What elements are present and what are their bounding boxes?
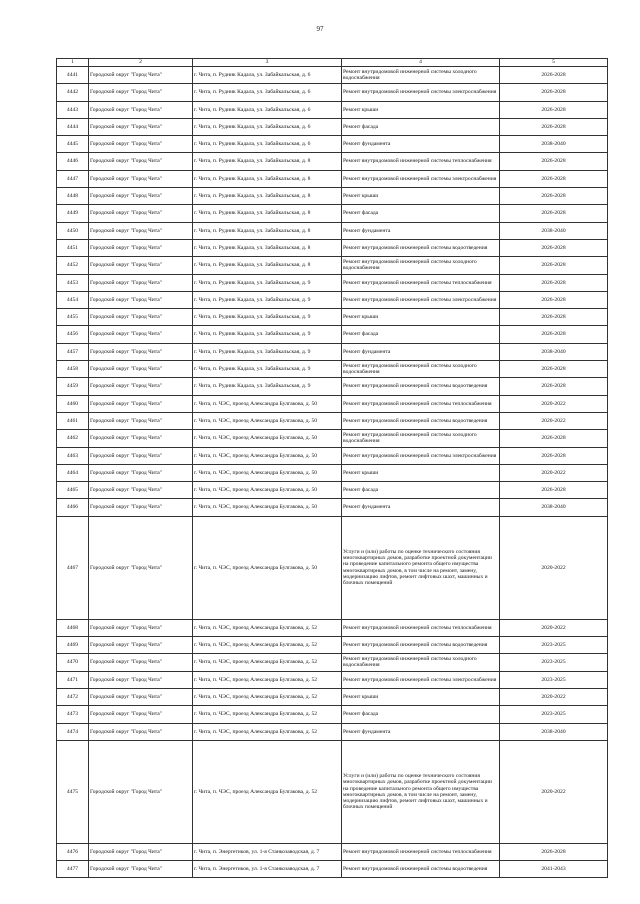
address-cell: г. Чита, п. Рудник Кадала, ул. Забайкальская, д. 8 bbox=[193, 222, 342, 239]
table-row bbox=[57, 395, 608, 412]
municipality-cell: Городской округ "Город Чита" bbox=[89, 395, 193, 412]
address-cell: г. Чита, п. Рудник Кадала, ул. Забайкальская, д. 8 bbox=[193, 153, 342, 170]
address-cell: г. Чита, п. Энергетиков, ул. 1-я Станкозаводская, д. 7 bbox=[193, 861, 342, 878]
municipality-cell: Городской округ "Город Чита" bbox=[89, 378, 193, 395]
work-type-cell: Ремонт крыши bbox=[342, 101, 500, 118]
row-number-cell: 4464 bbox=[57, 464, 89, 481]
work-type-cell: Ремонт фасада bbox=[342, 205, 500, 222]
address-cell: г. Чита, п. Рудник Кадала, ул. Забайкальская, д. 9 bbox=[193, 309, 342, 326]
address-cell: г. Чита, п. Рудник Кадала, ул. Забайкальская, д. 9 bbox=[193, 291, 342, 308]
table-row bbox=[57, 482, 608, 499]
table-row bbox=[57, 688, 608, 705]
row-number-cell: 4443 bbox=[57, 101, 89, 118]
municipality-cell: Городской округ "Город Чита" bbox=[89, 153, 193, 170]
row-number-cell: 4469 bbox=[57, 637, 89, 654]
address-cell: г. Чита, п. Рудник Кадала, ул. Забайкальская, д. 6 bbox=[193, 136, 342, 153]
work-type-cell: Ремонт фундамента bbox=[342, 222, 500, 239]
row-number-cell: 4453 bbox=[57, 274, 89, 291]
row-number-cell: 4471 bbox=[57, 671, 89, 688]
row-number-cell: 4461 bbox=[57, 412, 89, 429]
table-row bbox=[57, 326, 608, 343]
municipality-cell: Городской округ "Город Чита" bbox=[89, 136, 193, 153]
table-row bbox=[57, 706, 608, 723]
municipality-cell: Городской округ "Город Чита" bbox=[89, 309, 193, 326]
address-cell: г. Чита, п. ЧЭС, проезд Александра Булгакова, д. 50 bbox=[193, 447, 342, 464]
row-number-cell: 4467 bbox=[57, 516, 89, 619]
municipality-cell: Городской округ "Город Чита" bbox=[89, 619, 193, 636]
row-number-cell: 4442 bbox=[57, 84, 89, 101]
work-type-cell: Ремонт внутридомовой инженерной системы водоотведения bbox=[342, 378, 500, 395]
period-cell: 2026-2028 bbox=[500, 205, 608, 222]
period-cell: 2038-2040 bbox=[500, 499, 608, 516]
row-number-cell: 4447 bbox=[57, 170, 89, 187]
work-type-cell: Ремонт внутридомовой инженерной системы холодного водоснабжения bbox=[342, 67, 500, 84]
period-cell: 2023-2025 bbox=[500, 671, 608, 688]
table-row bbox=[57, 188, 608, 205]
table-row bbox=[57, 861, 608, 878]
municipality-cell: Городской округ "Город Чита" bbox=[89, 188, 193, 205]
table-row bbox=[57, 516, 608, 619]
address-cell: г. Чита, п. ЧЭС, проезд Александра Булгакова, д. 52 bbox=[193, 671, 342, 688]
row-number-cell: 4441 bbox=[57, 67, 89, 84]
row-number-cell: 4451 bbox=[57, 239, 89, 256]
row-number-cell: 4448 bbox=[57, 188, 89, 205]
municipality-cell: Городской округ "Город Чита" bbox=[89, 516, 193, 619]
municipality-cell: Городской округ "Город Чита" bbox=[89, 654, 193, 671]
municipality-cell: Городской округ "Город Чита" bbox=[89, 637, 193, 654]
period-cell: 2026-2028 bbox=[500, 291, 608, 308]
page-number: 97 bbox=[316, 25, 324, 33]
period-cell: 2026-2028 bbox=[500, 274, 608, 291]
work-type-cell: Ремонт фасада bbox=[342, 326, 500, 343]
address-cell: г. Чита, п. Рудник Кадала, ул. Забайкальская, д. 8 bbox=[193, 188, 342, 205]
period-cell: 2026-2028 bbox=[500, 239, 608, 256]
municipality-cell: Городской округ "Город Чита" bbox=[89, 861, 193, 878]
row-number-cell: 4455 bbox=[57, 309, 89, 326]
address-cell: г. Чита, п. Рудник Кадала, ул. Забайкальская, д. 9 bbox=[193, 326, 342, 343]
work-type-cell: Ремонт внутридомовой инженерной системы теплоснабжения bbox=[342, 395, 500, 412]
work-type-cell: Ремонт внутридомовой инженерной системы электроснабжения bbox=[342, 170, 500, 187]
municipality-cell: Городской округ "Город Чита" bbox=[89, 412, 193, 429]
period-cell: 2026-2028 bbox=[500, 447, 608, 464]
address-cell: г. Чита, п. Рудник Кадала, ул. Забайкальская, д. 6 bbox=[193, 84, 342, 101]
work-type-cell: Ремонт крыши bbox=[342, 688, 500, 705]
row-number-cell: 4463 bbox=[57, 447, 89, 464]
row-number-cell: 4472 bbox=[57, 688, 89, 705]
work-type-cell: Ремонт фасада bbox=[342, 706, 500, 723]
period-cell: 2020-2022 bbox=[500, 395, 608, 412]
municipality-cell: Городской округ "Город Чита" bbox=[89, 257, 193, 274]
table-row bbox=[57, 153, 608, 170]
work-type-cell: Ремонт внутридомовой инженерной системы водоотведения bbox=[342, 861, 500, 878]
row-number-cell: 4450 bbox=[57, 222, 89, 239]
municipality-cell: Городской округ "Город Чита" bbox=[89, 723, 193, 740]
table-row bbox=[57, 671, 608, 688]
work-type-cell: Ремонт внутридомовой инженерной системы теплоснабжения bbox=[342, 619, 500, 636]
repair-schedule-table bbox=[56, 58, 608, 878]
municipality-cell: Городской округ "Город Чита" bbox=[89, 170, 193, 187]
address-cell: г. Чита, п. Рудник Кадала, ул. Забайкальская, д. 9 bbox=[193, 361, 342, 378]
address-cell: г. Чита, п. Рудник Кадала, ул. Забайкальская, д. 9 bbox=[193, 378, 342, 395]
municipality-cell: Городской округ "Город Чита" bbox=[89, 430, 193, 447]
period-cell: 2026-2028 bbox=[500, 326, 608, 343]
row-number-cell: 4454 bbox=[57, 291, 89, 308]
row-number-cell: 4452 bbox=[57, 257, 89, 274]
period-cell: 2020-2022 bbox=[500, 412, 608, 429]
table-body bbox=[57, 67, 608, 878]
row-number-cell: 4474 bbox=[57, 723, 89, 740]
table-row bbox=[57, 67, 608, 84]
row-number-cell: 4473 bbox=[57, 706, 89, 723]
period-cell: 2038-2040 bbox=[500, 343, 608, 360]
row-number-cell: 4445 bbox=[57, 136, 89, 153]
table-row bbox=[57, 843, 608, 860]
row-number-cell: 4449 bbox=[57, 205, 89, 222]
period-cell: 2026-2028 bbox=[500, 118, 608, 135]
work-type-cell: Ремонт внутридомовой инженерной системы водоотведения bbox=[342, 412, 500, 429]
work-type-cell: Ремонт внутридомовой инженерной системы теплоснабжения bbox=[342, 843, 500, 860]
work-type-cell: Ремонт фундамента bbox=[342, 723, 500, 740]
column-header-5: 5 bbox=[500, 59, 608, 67]
municipality-cell: Городской округ "Город Чита" bbox=[89, 326, 193, 343]
work-type-cell: Ремонт внутридомовой инженерной системы водоотведения bbox=[342, 239, 500, 256]
table-row bbox=[57, 464, 608, 481]
work-type-cell: Ремонт внутридомовой инженерной системы холодного водоснабжения bbox=[342, 257, 500, 274]
column-number-row bbox=[57, 59, 608, 67]
table-row bbox=[57, 740, 608, 843]
address-cell: г. Чита, п. ЧЭС, проезд Александра Булгакова, д. 50 bbox=[193, 482, 342, 499]
municipality-cell: Городской округ "Город Чита" bbox=[89, 671, 193, 688]
municipality-cell: Городской округ "Город Чита" bbox=[89, 343, 193, 360]
row-number-cell: 4456 bbox=[57, 326, 89, 343]
row-number-cell: 4446 bbox=[57, 153, 89, 170]
address-cell: г. Чита, п. Рудник Кадала, ул. Забайкальская, д. 8 bbox=[193, 205, 342, 222]
work-type-cell: Ремонт крыши bbox=[342, 464, 500, 481]
table-row bbox=[57, 309, 608, 326]
address-cell: г. Чита, п. ЧЭС, проезд Александра Булгакова, д. 52 bbox=[193, 637, 342, 654]
row-number-cell: 4458 bbox=[57, 361, 89, 378]
column-header-4: 4 bbox=[342, 59, 500, 67]
table-row bbox=[57, 205, 608, 222]
municipality-cell: Городской округ "Город Чита" bbox=[89, 101, 193, 118]
municipality-cell: Городской округ "Город Чита" bbox=[89, 688, 193, 705]
table-row bbox=[57, 291, 608, 308]
period-cell: 2020-2022 bbox=[500, 619, 608, 636]
work-type-cell: Ремонт внутридомовой инженерной системы теплоснабжения bbox=[342, 274, 500, 291]
period-cell: 2026-2028 bbox=[500, 361, 608, 378]
row-number-cell: 4470 bbox=[57, 654, 89, 671]
period-cell: 2026-2028 bbox=[500, 84, 608, 101]
row-number-cell: 4462 bbox=[57, 430, 89, 447]
address-cell: г. Чита, п. ЧЭС, проезд Александра Булгакова, д. 52 bbox=[193, 706, 342, 723]
table-row bbox=[57, 274, 608, 291]
address-cell: г. Чита, п. Рудник Кадала, ул. Забайкальская, д. 8 bbox=[193, 170, 342, 187]
period-cell: 2020-2022 bbox=[500, 464, 608, 481]
work-type-cell: Ремонт внутридомовой инженерной системы холодного водоснабжения bbox=[342, 654, 500, 671]
period-cell: 2023-2025 bbox=[500, 706, 608, 723]
row-number-cell: 4465 bbox=[57, 482, 89, 499]
table-row bbox=[57, 101, 608, 118]
address-cell: г. Чита, п. Рудник Кадала, ул. Забайкальская, д. 8 bbox=[193, 257, 342, 274]
municipality-cell: Городской округ "Город Чита" bbox=[89, 239, 193, 256]
work-type-cell: Ремонт крыши bbox=[342, 309, 500, 326]
period-cell: 2023-2025 bbox=[500, 637, 608, 654]
row-number-cell: 4457 bbox=[57, 343, 89, 360]
work-type-cell: Ремонт внутридомовой инженерной системы электроснабжения bbox=[342, 447, 500, 464]
municipality-cell: Городской округ "Город Чита" bbox=[89, 222, 193, 239]
address-cell: г. Чита, п. ЧЭС, проезд Александра Булгакова, д. 50 bbox=[193, 499, 342, 516]
address-cell: г. Чита, п. Рудник Кадала, ул. Забайкальская, д. 6 bbox=[193, 67, 342, 84]
address-cell: г. Чита, п. Рудник Кадала, ул. Забайкальская, д. 9 bbox=[193, 343, 342, 360]
address-cell: г. Чита, п. Рудник Кадала, ул. Забайкальская, д. 6 bbox=[193, 118, 342, 135]
municipality-cell: Городской округ "Город Чита" bbox=[89, 361, 193, 378]
table-row bbox=[57, 257, 608, 274]
row-number-cell: 4444 bbox=[57, 118, 89, 135]
table-row bbox=[57, 447, 608, 464]
table-row bbox=[57, 118, 608, 135]
row-number-cell: 4460 bbox=[57, 395, 89, 412]
period-cell: 2041-2043 bbox=[500, 861, 608, 878]
period-cell: 2026-2028 bbox=[500, 378, 608, 395]
table-row bbox=[57, 619, 608, 636]
municipality-cell: Городской округ "Город Чита" bbox=[89, 118, 193, 135]
row-number-cell: 4468 bbox=[57, 619, 89, 636]
address-cell: г. Чита, п. ЧЭС, проезд Александра Булгакова, д. 52 bbox=[193, 619, 342, 636]
table-row bbox=[57, 378, 608, 395]
period-cell: 2026-2028 bbox=[500, 430, 608, 447]
municipality-cell: Городской округ "Город Чита" bbox=[89, 843, 193, 860]
table-row bbox=[57, 412, 608, 429]
period-cell: 2026-2028 bbox=[500, 188, 608, 205]
address-cell: г. Чита, п. ЧЭС, проезд Александра Булгакова, д. 50 bbox=[193, 395, 342, 412]
row-number-cell: 4477 bbox=[57, 861, 89, 878]
table-row bbox=[57, 654, 608, 671]
municipality-cell: Городской округ "Город Чита" bbox=[89, 291, 193, 308]
address-cell: г. Чита, п. Рудник Кадала, ул. Забайкальская, д. 8 bbox=[193, 239, 342, 256]
period-cell: 2020-2022 bbox=[500, 688, 608, 705]
address-cell: г. Чита, п. ЧЭС, проезд Александра Булгакова, д. 50 bbox=[193, 516, 342, 619]
period-cell: 2026-2028 bbox=[500, 170, 608, 187]
period-cell: 2038-2040 bbox=[500, 723, 608, 740]
work-type-cell: Ремонт фундамента bbox=[342, 343, 500, 360]
municipality-cell: Городской округ "Город Чита" bbox=[89, 447, 193, 464]
row-number-cell: 4475 bbox=[57, 740, 89, 843]
work-type-cell: Ремонт крыши bbox=[342, 188, 500, 205]
municipality-cell: Городской округ "Город Чита" bbox=[89, 274, 193, 291]
municipality-cell: Городской округ "Город Чита" bbox=[89, 205, 193, 222]
period-cell: 2026-2028 bbox=[500, 67, 608, 84]
municipality-cell: Городской округ "Город Чита" bbox=[89, 67, 193, 84]
row-number-cell: 4476 bbox=[57, 843, 89, 860]
table-row bbox=[57, 723, 608, 740]
period-cell: 2026-2028 bbox=[500, 309, 608, 326]
work-type-cell: Ремонт внутридомовой инженерной системы холодного водоснабжения bbox=[342, 430, 500, 447]
period-cell: 2038-2040 bbox=[500, 136, 608, 153]
row-number-cell: 4466 bbox=[57, 499, 89, 516]
municipality-cell: Городской округ "Город Чита" bbox=[89, 499, 193, 516]
column-header-1: 1 bbox=[57, 59, 89, 67]
table-row bbox=[57, 222, 608, 239]
address-cell: г. Чита, п. ЧЭС, проезд Александра Булгакова, д. 52 bbox=[193, 723, 342, 740]
work-type-cell: Ремонт фундамента bbox=[342, 136, 500, 153]
column-header-3: 3 bbox=[193, 59, 342, 67]
address-cell: г. Чита, п. ЧЭС, проезд Александра Булгакова, д. 50 bbox=[193, 412, 342, 429]
period-cell: 2026-2028 bbox=[500, 153, 608, 170]
table-row bbox=[57, 430, 608, 447]
period-cell: 2020-2022 bbox=[500, 516, 608, 619]
period-cell: 2026-2028 bbox=[500, 843, 608, 860]
municipality-cell: Городской округ "Город Чита" bbox=[89, 482, 193, 499]
address-cell: г. Чита, п. ЧЭС, проезд Александра Булгакова, д. 52 bbox=[193, 688, 342, 705]
work-type-cell: Ремонт внутридомовой инженерной системы теплоснабжения bbox=[342, 153, 500, 170]
period-cell: 2023-2025 bbox=[500, 654, 608, 671]
work-type-cell: Ремонт внутридомовой инженерной системы электроснабжения bbox=[342, 671, 500, 688]
table-row bbox=[57, 343, 608, 360]
work-type-cell: Услуги и (или) работы по оценке технического состояния многоквартирных домов, разработке проектной документации на проведение капитального ремонта общего имущества многоквартирных домов, в том числе на ремонт, замену, модернизацию лифтов, ремонт лифтовых шахт, машинных и блочных помещений bbox=[342, 516, 500, 619]
address-cell: г. Чита, п. ЧЭС, проезд Александра Булгакова, д. 50 bbox=[193, 430, 342, 447]
address-cell: г. Чита, п. ЧЭС, проезд Александра Булгакова, д. 50 bbox=[193, 464, 342, 481]
municipality-cell: Городской округ "Город Чита" bbox=[89, 84, 193, 101]
work-type-cell: Ремонт внутридомовой инженерной системы электроснабжения bbox=[342, 291, 500, 308]
table-row bbox=[57, 170, 608, 187]
period-cell: 2026-2028 bbox=[500, 257, 608, 274]
table-row bbox=[57, 361, 608, 378]
table-row bbox=[57, 637, 608, 654]
work-type-cell: Ремонт фасада bbox=[342, 482, 500, 499]
address-cell: г. Чита, п. Рудник Кадала, ул. Забайкальская, д. 9 bbox=[193, 274, 342, 291]
address-cell: г. Чита, п. Энергетиков, ул. 1-я Станкозаводская, д. 7 bbox=[193, 843, 342, 860]
row-number-cell: 4459 bbox=[57, 378, 89, 395]
table-row bbox=[57, 84, 608, 101]
column-header-2: 2 bbox=[89, 59, 193, 67]
work-type-cell: Услуги и (или) работы по оценке технического состояния многоквартирных домов, разработке проектной документации на проведение капитального ремонта общего имущества многоквартирных домов, в том числе на ремонт, замену, модернизацию лифтов, ремонт лифтовых шахт, машинных и блочных помещений bbox=[342, 740, 500, 843]
period-cell: 2026-2028 bbox=[500, 101, 608, 118]
period-cell: 2038-2040 bbox=[500, 222, 608, 239]
work-type-cell: Ремонт внутридомовой инженерной системы водоотведения bbox=[342, 637, 500, 654]
table-row bbox=[57, 499, 608, 516]
work-type-cell: Ремонт фасада bbox=[342, 118, 500, 135]
table-row bbox=[57, 136, 608, 153]
address-cell: г. Чита, п. ЧЭС, проезд Александра Булгакова, д. 52 bbox=[193, 654, 342, 671]
period-cell: 2020-2022 bbox=[500, 740, 608, 843]
work-type-cell: Ремонт внутридомовой инженерной системы электроснабжения bbox=[342, 84, 500, 101]
address-cell: г. Чита, п. Рудник Кадала, ул. Забайкальская, д. 6 bbox=[193, 101, 342, 118]
municipality-cell: Городской округ "Город Чита" bbox=[89, 740, 193, 843]
municipality-cell: Городской округ "Город Чита" bbox=[89, 706, 193, 723]
period-cell: 2026-2028 bbox=[500, 482, 608, 499]
work-type-cell: Ремонт фундамента bbox=[342, 499, 500, 516]
work-type-cell: Ремонт внутридомовой инженерной системы холодного водоснабжения bbox=[342, 361, 500, 378]
address-cell: г. Чита, п. ЧЭС, проезд Александра Булгакова, д. 52 bbox=[193, 740, 342, 843]
table-row bbox=[57, 239, 608, 256]
municipality-cell: Городской округ "Город Чита" bbox=[89, 464, 193, 481]
